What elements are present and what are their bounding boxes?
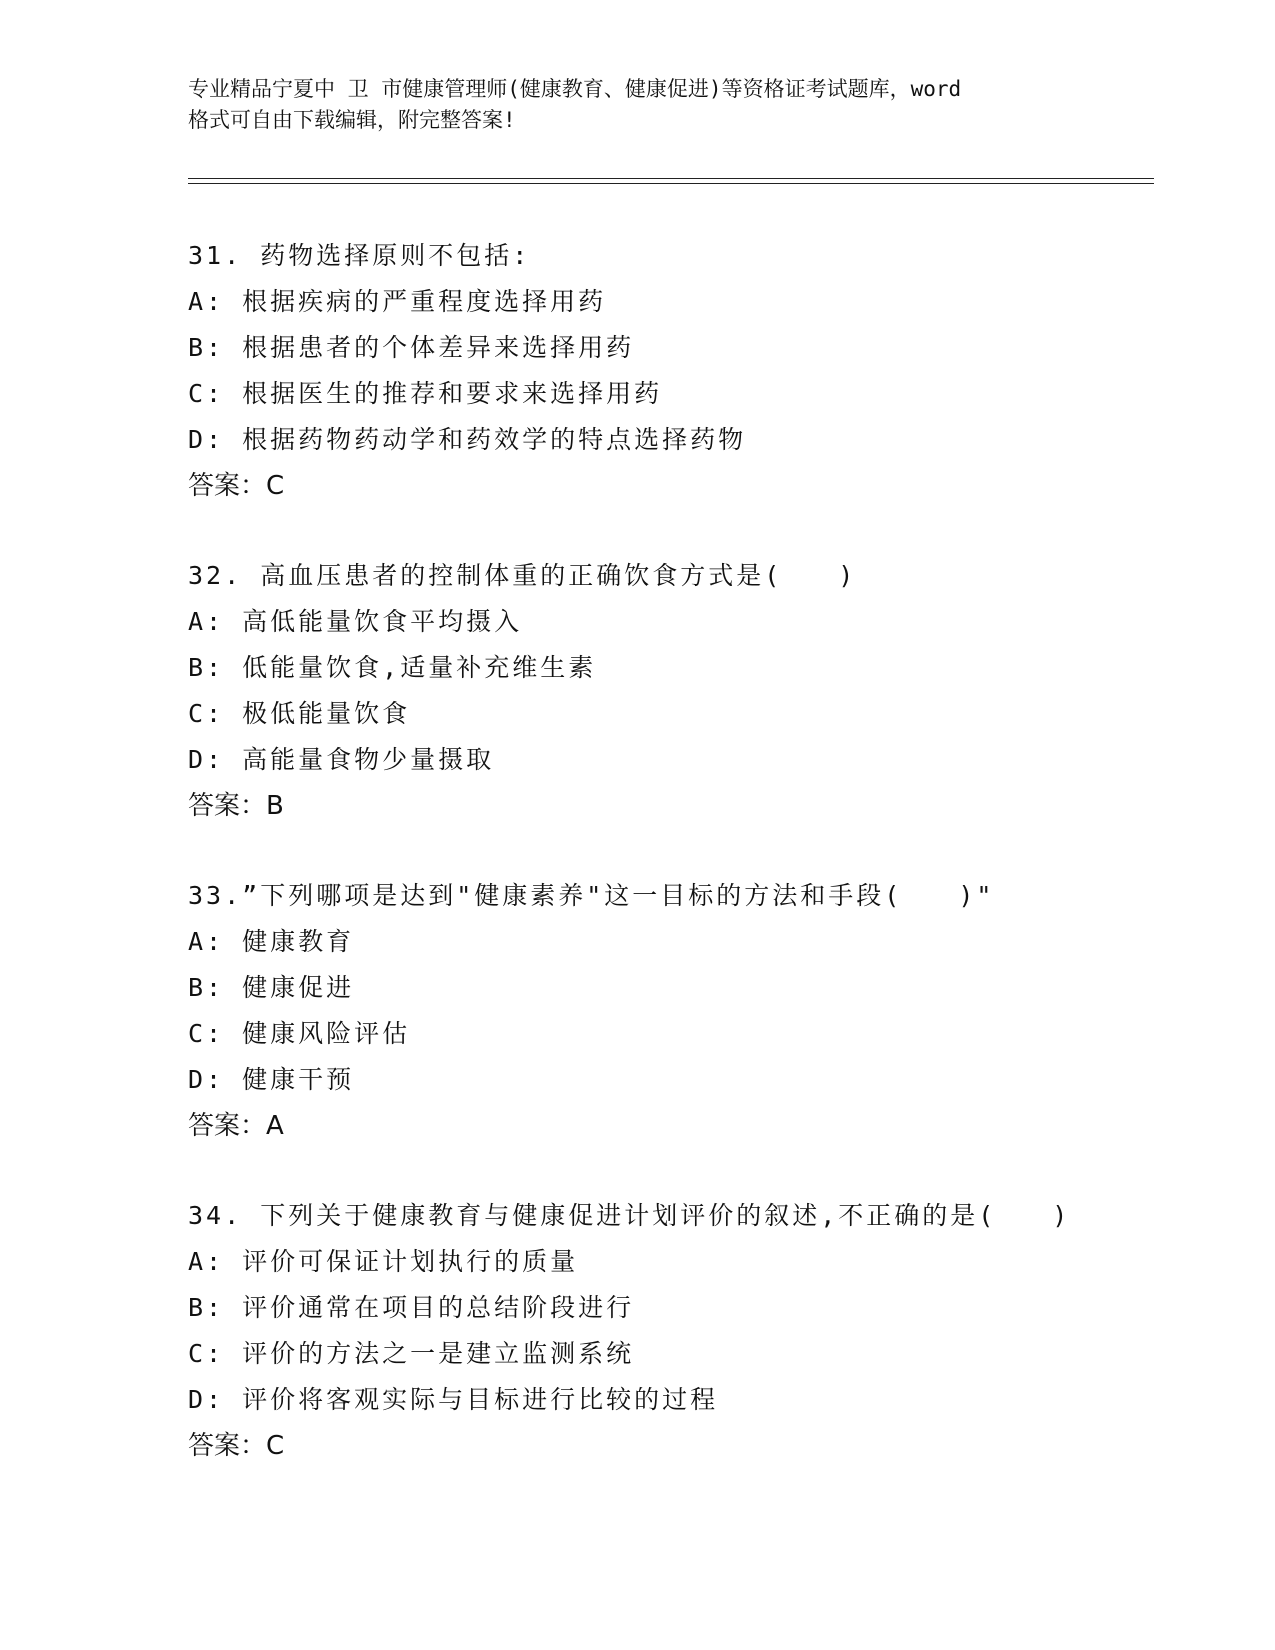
- question-31: [188, 233, 1148, 509]
- question-stem: 32. 高血压患者的控制体重的正确饮食方式是( ): [188, 561, 857, 590]
- header-line-1: 专业精品宁夏中 卫 市健康管理师(健康教育、健康促进)等资格证考试题库，word: [188, 77, 962, 101]
- answer: 答案：A: [188, 1111, 284, 1141]
- answer: 答案：C: [188, 471, 285, 501]
- option-b: B: 健康促进: [188, 973, 355, 1002]
- question-32: [188, 553, 1148, 829]
- question-stem: 31. 药物选择原则不包括:: [188, 241, 531, 270]
- option-d: D: 根据药物药动学和药效学的特点选择药物: [188, 425, 747, 454]
- option-c: C: 极低能量饮食: [188, 699, 411, 728]
- option-a: A: 评价可保证计划执行的质量: [188, 1247, 579, 1276]
- option-b: B: 根据患者的个体差异来选择用药: [188, 333, 635, 362]
- header-divider-bottom: [188, 183, 1154, 184]
- document-header: [188, 74, 1088, 136]
- option-c: C: 评价的方法之一是建立监测系统: [188, 1339, 635, 1368]
- option-a: A: 高低能量饮食平均摄入: [188, 607, 523, 636]
- header-line-2: 格式可自由下载编辑，附完整答案!: [188, 108, 516, 132]
- question-34: [188, 1193, 1148, 1469]
- header-divider-top: [188, 178, 1154, 179]
- option-c: C: 根据医生的推荐和要求来选择用药: [188, 379, 663, 408]
- option-d: D: 高能量食物少量摄取: [188, 745, 495, 774]
- option-b: B: 低能量饮食,适量补充维生素: [188, 653, 597, 682]
- option-d: D: 健康干预: [188, 1065, 355, 1094]
- option-a: A: 健康教育: [188, 927, 355, 956]
- option-a: A: 根据疾病的严重程度选择用药: [188, 287, 607, 316]
- question-stem: 34. 下列关于健康教育与健康促进计划评价的叙述,不正确的是( ): [188, 1201, 1071, 1230]
- answer: 答案：C: [188, 1431, 285, 1461]
- option-b: B: 评价通常在项目的总结阶段进行: [188, 1293, 635, 1322]
- option-c: C: 健康风险评估: [188, 1019, 411, 1048]
- question-stem: 33.”下列哪项是达到"健康素养"这一目标的方法和手段( )": [188, 881, 995, 910]
- option-d: D: 评价将客观实际与目标进行比较的过程: [188, 1385, 719, 1414]
- question-33: [188, 873, 1148, 1149]
- answer: 答案：B: [188, 791, 284, 821]
